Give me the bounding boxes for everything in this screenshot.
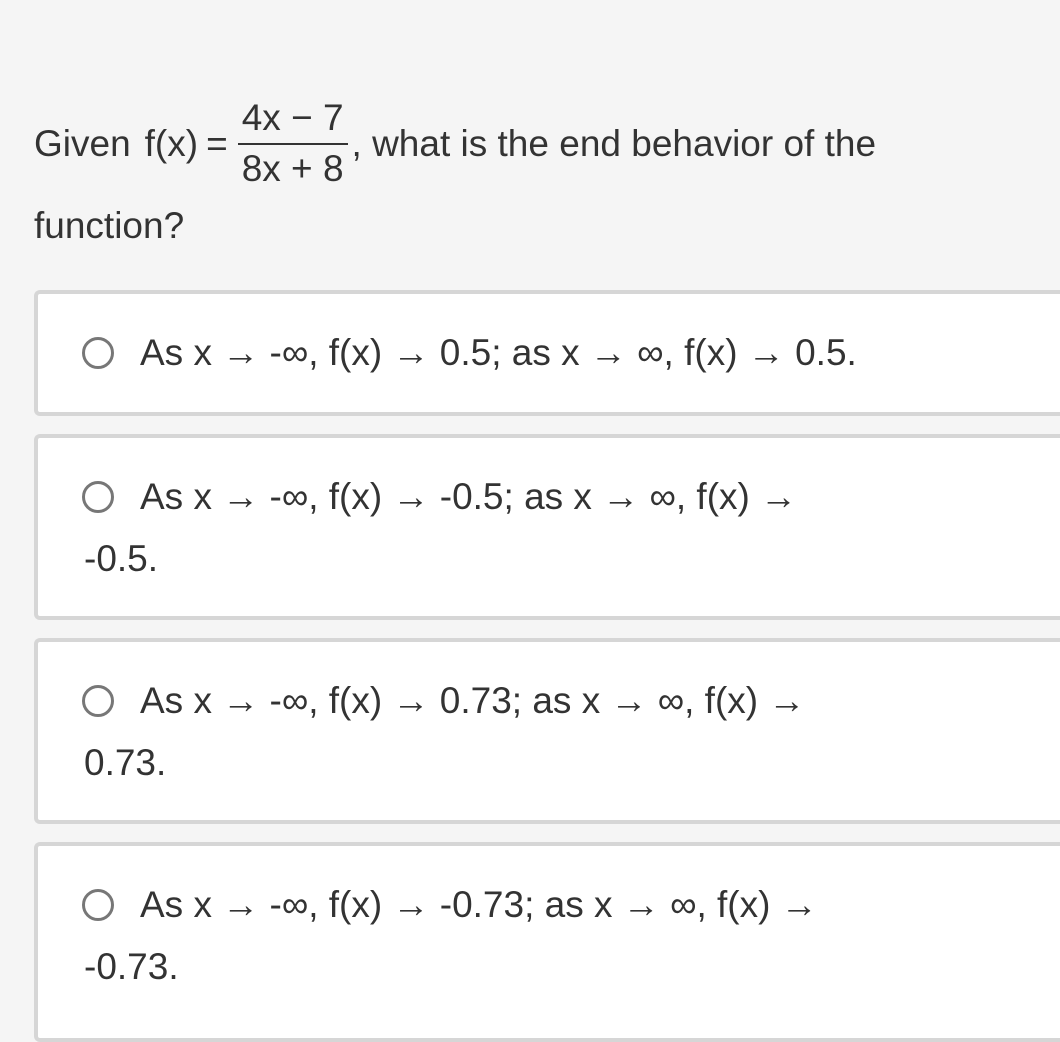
- answer-option-line-1: As x → -∞, f(x) → 0.5; as x → ∞, f(x) → 0.5.: [140, 332, 857, 373]
- radio-button-icon[interactable]: [82, 337, 114, 369]
- answer-option-line-1: As x → -∞, f(x) → 0.73; as x → ∞, f(x) →: [140, 680, 806, 721]
- radio-button-icon[interactable]: [82, 481, 114, 513]
- function-name: f(x): [144, 122, 199, 164]
- question-line-2: function?: [34, 205, 185, 246]
- answer-option-text: [140, 322, 1020, 384]
- answer-option-text: [84, 874, 1020, 998]
- answer-option-3[interactable]: [34, 638, 1060, 824]
- fraction-numerator: 4x − 7: [241, 97, 344, 139]
- radio-button-icon[interactable]: [82, 685, 114, 717]
- fraction-denominator: 8x + 8: [241, 148, 344, 189]
- question-prefix: Given: [34, 122, 131, 164]
- answer-option-line-2: -0.5.: [84, 538, 159, 579]
- answer-option-line-1: As x → -∞, f(x) → -0.5; as x → ∞, f(x) →: [140, 476, 798, 517]
- answer-option-line-1: As x → -∞, f(x) → -0.73; as x → ∞, f(x) →: [140, 884, 818, 925]
- fraction-bar: [238, 143, 348, 145]
- equals-sign: =: [206, 122, 228, 164]
- answer-options: [34, 290, 1060, 1042]
- answer-option-line-2: 0.73.: [84, 742, 167, 783]
- radio-button-icon[interactable]: [82, 889, 114, 921]
- answer-option-4[interactable]: [34, 842, 1060, 1042]
- answer-option-text: [84, 466, 1020, 590]
- answer-option-1[interactable]: [34, 290, 1060, 416]
- fraction: [238, 97, 348, 190]
- function-expression: [145, 97, 350, 190]
- answer-option-line-2: -0.73.: [84, 946, 179, 987]
- question-line-1: [34, 84, 1034, 204]
- question-suffix: , what is the end behavior of the: [351, 122, 877, 164]
- question-text: [34, 84, 1034, 248]
- answer-option-2[interactable]: [34, 434, 1060, 620]
- answer-option-text: [84, 670, 1020, 794]
